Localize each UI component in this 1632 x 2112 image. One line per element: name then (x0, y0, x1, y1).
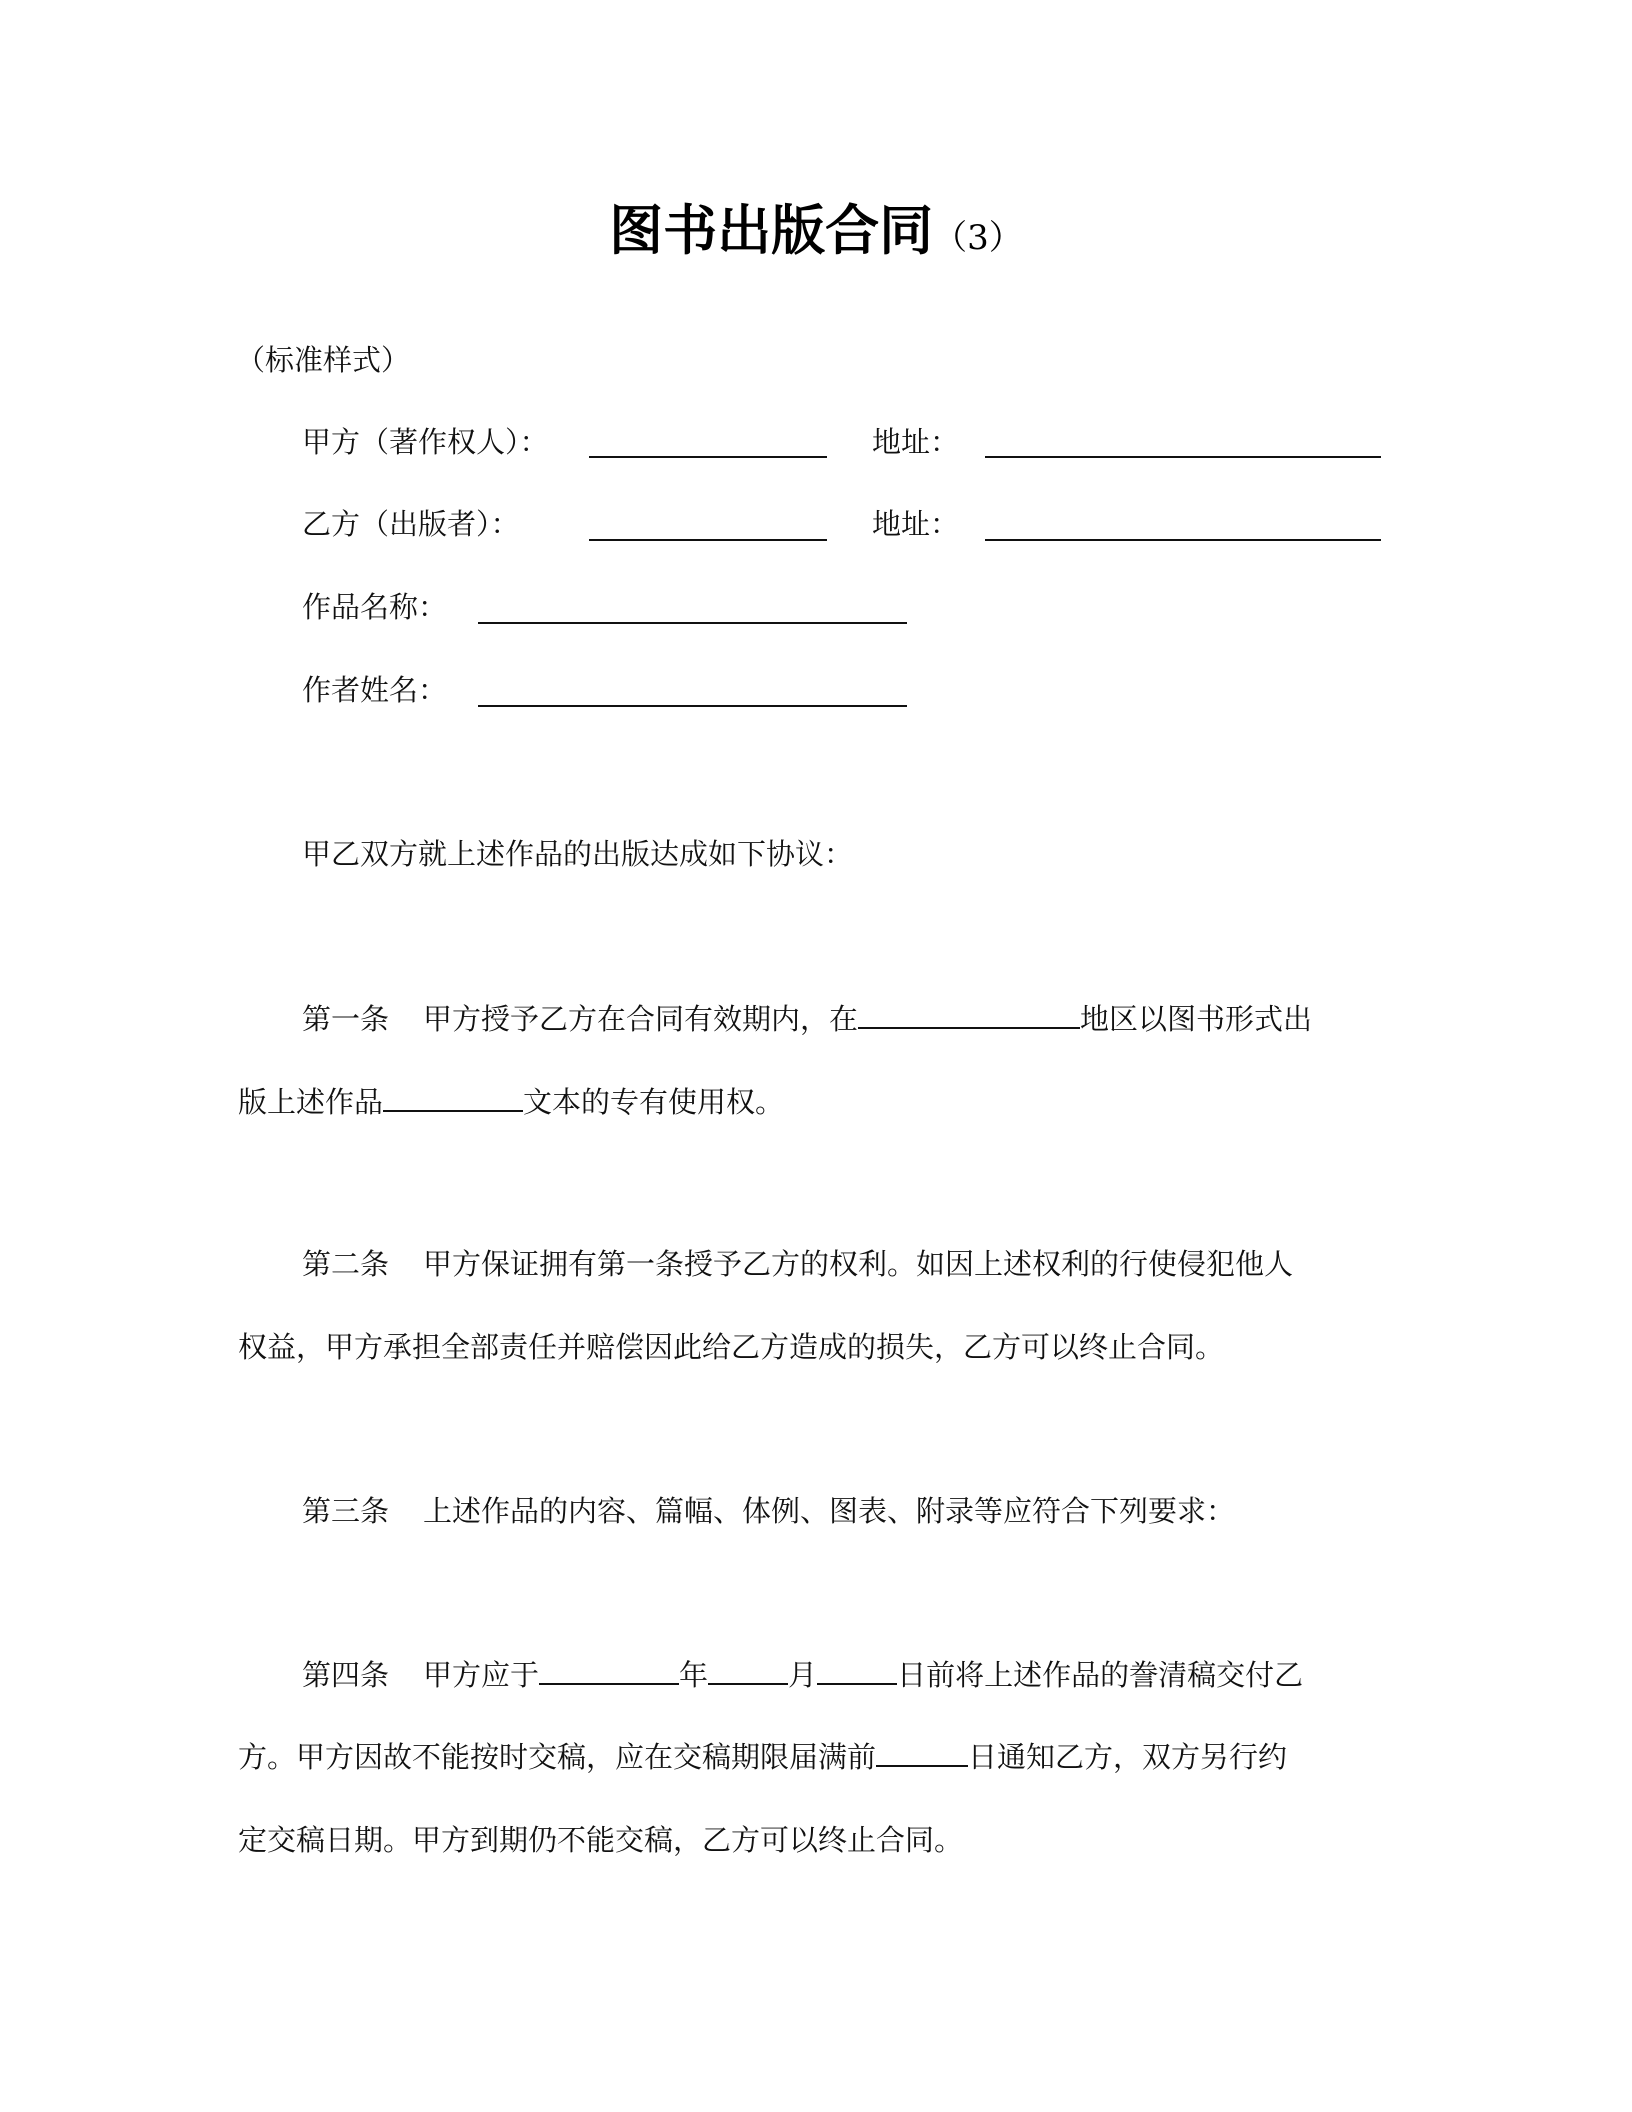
subtitle: （标准样式） (236, 343, 411, 377)
party-a-address-label: 地址： (872, 425, 960, 459)
clause-4-month-blank (708, 1655, 788, 1685)
clause-4-year-label: 年 (679, 1658, 709, 1692)
clause-4-number: 第四条 (302, 1658, 390, 1692)
party-b-address-label: 地址： (872, 507, 960, 541)
clause-3-text: 上述作品的内容、篇幅、体例、图表、附录等应符合下列要求： (423, 1494, 1236, 1528)
clause-2-number: 第二条 (302, 1247, 390, 1281)
clause-4-year-blank (539, 1655, 679, 1685)
party-b-address-blank (985, 539, 1381, 541)
clause-1-line-2 (238, 1082, 784, 1122)
clause-4-text-c: 方。甲方因故不能按时交稿，应在交稿期限届满前 (238, 1740, 877, 1774)
clause-1-region-blank (858, 999, 1080, 1029)
clause-1-text-d: 文本的专有使用权。 (523, 1085, 785, 1119)
document-title (0, 196, 1632, 273)
clause-1-language-blank (383, 1082, 523, 1112)
author-name-blank (478, 705, 907, 707)
party-b-blank (589, 539, 827, 541)
clause-1-number: 第一条 (302, 1002, 390, 1036)
party-a-label: 甲方（著作权人）： (302, 425, 549, 459)
clause-4-line-3: 定交稿日期。甲方到期仍不能交稿，乙方可以终止合同。 (238, 1823, 964, 1857)
clause-4-notice-days-blank (876, 1737, 968, 1767)
agreement-intro: 甲乙双方就上述作品的出版达成如下协议： (302, 837, 854, 871)
party-a-blank (589, 456, 827, 458)
clause-1-text-a: 甲方授予乙方在合同有效期内，在 (423, 1002, 859, 1036)
clause-2-text-1: 甲方保证拥有第一条授予乙方的权利。如因上述权利的行使侵犯他人 (423, 1247, 1294, 1281)
clause-2-line-2: 权益，甲方承担全部责任并赔偿因此给乙方造成的损失，乙方可以终止合同。 (238, 1330, 1225, 1364)
author-name-label: 作者姓名： (302, 673, 448, 707)
work-title-blank (478, 622, 907, 624)
clause-4-line-2 (238, 1737, 1287, 1777)
work-title-label: 作品名称： (302, 590, 448, 624)
clause-1-text-c: 版上述作品 (238, 1085, 384, 1119)
clause-4-day-blank (817, 1655, 897, 1685)
clause-4-month-label: 月 (788, 1658, 818, 1692)
clause-1-text-b: 地区以图书形式出 (1080, 1002, 1313, 1036)
party-a-address-blank (985, 456, 1381, 458)
clause-4-text-b: 日前将上述作品的誊清稿交付乙 (897, 1658, 1304, 1692)
clause-4-text-a: 甲方应于 (423, 1658, 540, 1692)
title-suffix: （3） (933, 218, 1023, 258)
clause-1-line-1 (302, 999, 1312, 1039)
clause-3-line-1 (302, 1491, 1235, 1531)
clause-2-line-1 (302, 1244, 1293, 1284)
party-b-label: 乙方（出版者）： (302, 507, 520, 541)
clause-3-number: 第三条 (302, 1494, 390, 1528)
clause-4-text-d: 日通知乙方，双方另行约 (968, 1740, 1288, 1774)
title-main: 图书出版合同 (609, 199, 934, 262)
clause-4-line-1 (302, 1655, 1303, 1695)
